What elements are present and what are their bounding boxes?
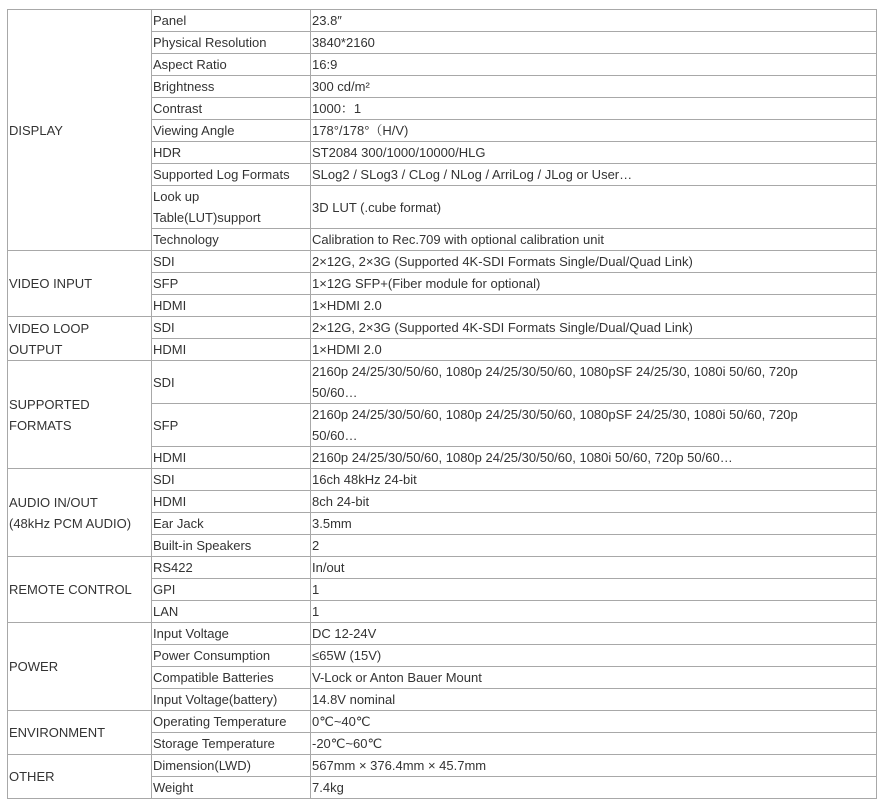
spec-table-body <box>8 10 877 799</box>
spec-label: Input Voltage <box>153 626 229 641</box>
spec-value: 16:9 <box>312 57 338 72</box>
spec-value: 7.4kg <box>312 780 344 795</box>
spec-value: 1×HDMI 2.0 <box>312 298 382 313</box>
spec-label-cell <box>152 317 311 339</box>
spec-label: Supported Log Formats <box>153 167 290 182</box>
spec-value-cell <box>311 447 877 469</box>
spec-value: 16ch 48kHz 24-bit <box>312 472 417 487</box>
spec-value-cell <box>311 317 877 339</box>
spec-value: DC 12-24V <box>312 626 377 641</box>
spec-label: Storage Temperature <box>153 736 275 751</box>
category-cell <box>8 251 152 317</box>
spec-label: GPI <box>153 582 176 597</box>
category-cell <box>8 711 152 755</box>
spec-value-cell <box>311 251 877 273</box>
spec-label-cell <box>152 361 311 404</box>
spec-label: LAN <box>153 604 179 619</box>
spec-label-cell <box>152 295 311 317</box>
spec-table <box>7 9 877 799</box>
spec-value: Calibration to Rec.709 with optional calibration unit <box>312 232 604 247</box>
spec-row <box>8 361 877 404</box>
spec-label-cell <box>152 339 311 361</box>
spec-label-cell <box>152 404 311 447</box>
category-cell <box>8 469 152 557</box>
spec-label-cell <box>152 469 311 491</box>
spec-label: Built-in Speakers <box>153 538 252 553</box>
category-cell <box>8 623 152 711</box>
spec-value-cell <box>311 186 877 229</box>
spec-value: 1×HDMI 2.0 <box>312 342 382 357</box>
spec-value-cell <box>311 513 877 535</box>
spec-value-cell <box>311 667 877 689</box>
spec-label-cell <box>152 98 311 120</box>
spec-row <box>8 317 877 339</box>
spec-label: Look up <box>153 189 200 204</box>
spec-label: Ear Jack <box>153 516 204 531</box>
spec-value-cell <box>311 295 877 317</box>
spec-value-cell <box>311 339 877 361</box>
spec-row <box>8 10 877 32</box>
spec-value-cell <box>311 469 877 491</box>
spec-row <box>8 557 877 579</box>
spec-label: SFP <box>153 276 179 291</box>
spec-label-cell <box>152 273 311 295</box>
spec-value: 2160p 24/25/30/50/60, 1080p 24/25/30/50/60, 1080pSF 24/25/30, 1080i 50/60, 720p <box>312 364 798 379</box>
spec-value: 1 <box>312 582 320 597</box>
spec-label-cell <box>152 32 311 54</box>
spec-label: Brightness <box>153 79 215 94</box>
spec-value-cell <box>311 689 877 711</box>
spec-row <box>8 623 877 645</box>
spec-value-cell <box>311 142 877 164</box>
spec-label-cell <box>152 513 311 535</box>
spec-label-cell <box>152 535 311 557</box>
spec-value-cell <box>311 32 877 54</box>
spec-value: 1×12G SFP+(Fiber module for optional) <box>312 276 541 291</box>
spec-value-cell <box>311 557 877 579</box>
spec-label-cell <box>152 76 311 98</box>
spec-value-cell <box>311 404 877 447</box>
category-label: FORMATS <box>9 417 72 433</box>
spec-value-cell <box>311 645 877 667</box>
spec-value-cell <box>311 164 877 186</box>
spec-value-cell <box>311 229 877 251</box>
category-label: OTHER <box>9 769 55 784</box>
spec-value-cell <box>311 491 877 513</box>
spec-label: SDI <box>153 320 175 335</box>
spec-label: Input Voltage(battery) <box>153 692 278 707</box>
spec-label-cell <box>152 251 311 273</box>
spec-value-cell <box>311 76 877 98</box>
spec-label: Table(LUT)support <box>153 210 261 225</box>
spec-value: 2 <box>312 538 320 553</box>
spec-value-cell <box>311 273 877 295</box>
spec-label: HDMI <box>153 298 187 313</box>
spec-label: Operating Temperature <box>153 714 287 729</box>
spec-value: 1000：1 <box>312 101 362 116</box>
spec-value: 2×12G, 2×3G (Supported 4K-SDI Formats Single/Dual/Quad Link) <box>312 320 693 335</box>
spec-value: 14.8V nominal <box>312 692 396 707</box>
spec-value: 1 <box>312 604 320 619</box>
spec-label: HDMI <box>153 342 187 357</box>
spec-label: Power Consumption <box>153 648 271 663</box>
spec-label-cell <box>152 579 311 601</box>
spec-label: Compatible Batteries <box>153 670 274 685</box>
spec-value-cell <box>311 361 877 404</box>
spec-label: HDR <box>153 145 182 160</box>
spec-row <box>8 711 877 733</box>
spec-value-cell <box>311 120 877 142</box>
spec-value: In/out <box>312 560 345 575</box>
spec-value: 178°/178°（H/V) <box>312 123 409 138</box>
spec-value-cell <box>311 98 877 120</box>
category-label: REMOTE CONTROL <box>9 582 132 597</box>
category-label: SUPPORTED <box>9 396 90 412</box>
spec-label-cell <box>152 623 311 645</box>
spec-row <box>8 469 877 491</box>
spec-value: 2×12G, 2×3G (Supported 4K-SDI Formats Single/Dual/Quad Link) <box>312 254 693 269</box>
spec-label-cell <box>152 667 311 689</box>
spec-value-cell <box>311 601 877 623</box>
spec-label: SDI <box>153 374 175 390</box>
spec-label-cell <box>152 645 311 667</box>
spec-label-cell <box>152 164 311 186</box>
spec-label: HDMI <box>153 494 187 509</box>
spec-label-cell <box>152 10 311 32</box>
spec-label-cell <box>152 447 311 469</box>
spec-value-cell <box>311 579 877 601</box>
category-label: AUDIO IN/OUT <box>9 494 98 510</box>
spec-value: 50/60… <box>312 428 358 443</box>
category-label: VIDEO LOOP <box>9 320 90 336</box>
spec-value-cell <box>311 535 877 557</box>
category-cell <box>8 10 152 251</box>
spec-value: ≤65W (15V) <box>312 648 382 663</box>
category-cell <box>8 317 152 361</box>
category-cell <box>8 755 152 799</box>
spec-label: SDI <box>153 254 175 269</box>
spec-label-cell <box>152 777 311 799</box>
spec-value: 2160p 24/25/30/50/60, 1080p 24/25/30/50/60, 1080pSF 24/25/30, 1080i 50/60, 720p <box>312 407 798 422</box>
spec-value: 0℃~40℃ <box>312 714 371 729</box>
category-label: (48kHz PCM AUDIO) <box>9 515 132 531</box>
spec-label-cell <box>152 601 311 623</box>
spec-value: 300 cd/m² <box>312 79 370 94</box>
spec-row <box>8 755 877 777</box>
spec-label-cell <box>152 229 311 251</box>
spec-label-cell <box>152 186 311 229</box>
spec-label-cell <box>152 120 311 142</box>
spec-value: SLog2 / SLog3 / CLog / NLog / ArriLog / JLog or User… <box>312 167 633 182</box>
spec-value: ST2084 300/1000/10000/HLG <box>312 145 486 160</box>
category-label: POWER <box>9 659 59 674</box>
spec-label-cell <box>152 557 311 579</box>
spec-value-cell <box>311 711 877 733</box>
spec-label-cell <box>152 689 311 711</box>
spec-label: RS422 <box>153 560 193 575</box>
spec-label: Technology <box>153 232 219 247</box>
spec-value-cell <box>311 777 877 799</box>
spec-label: Panel <box>153 13 187 28</box>
category-cell <box>8 361 152 469</box>
spec-row <box>8 251 877 273</box>
category-label: DISPLAY <box>9 122 63 138</box>
spec-value: -20℃~60℃ <box>312 736 383 751</box>
spec-value: 50/60… <box>312 385 358 400</box>
spec-label-cell <box>152 755 311 777</box>
spec-label: SFP <box>153 417 179 433</box>
spec-label: Dimension(LWD) <box>153 758 251 773</box>
spec-label: HDMI <box>153 450 187 465</box>
spec-value-cell <box>311 623 877 645</box>
category-label: VIDEO INPUT <box>9 276 93 291</box>
spec-value-cell <box>311 10 877 32</box>
spec-label-cell <box>152 711 311 733</box>
spec-label: Weight <box>153 780 194 795</box>
spec-label: Viewing Angle <box>153 123 235 138</box>
spec-label-cell <box>152 54 311 76</box>
spec-label-cell <box>152 491 311 513</box>
spec-value: 23.8″ <box>312 13 342 28</box>
spec-value: 8ch 24-bit <box>312 494 370 509</box>
category-label: ENVIRONMENT <box>9 725 106 740</box>
spec-value: 3.5mm <box>312 516 352 531</box>
spec-value: 3840*2160 <box>312 35 375 50</box>
category-label: OUTPUT <box>9 341 63 357</box>
spec-value-cell <box>311 54 877 76</box>
spec-value: 567mm × 376.4mm × 45.7mm <box>312 758 487 773</box>
spec-value: 2160p 24/25/30/50/60, 1080p 24/25/30/50/60, 1080i 50/60, 720p 50/60… <box>312 450 733 465</box>
spec-label: Aspect Ratio <box>153 57 227 72</box>
spec-value: 3D LUT (.cube format) <box>312 199 442 215</box>
spec-label-cell <box>152 733 311 755</box>
spec-value-cell <box>311 733 877 755</box>
spec-label: Physical Resolution <box>153 35 267 50</box>
spec-label: SDI <box>153 472 175 487</box>
spec-value-cell <box>311 755 877 777</box>
spec-label: Contrast <box>153 101 203 116</box>
spec-label-cell <box>152 142 311 164</box>
spec-value: V-Lock or Anton Bauer Mount <box>312 670 482 685</box>
category-cell <box>8 557 152 623</box>
